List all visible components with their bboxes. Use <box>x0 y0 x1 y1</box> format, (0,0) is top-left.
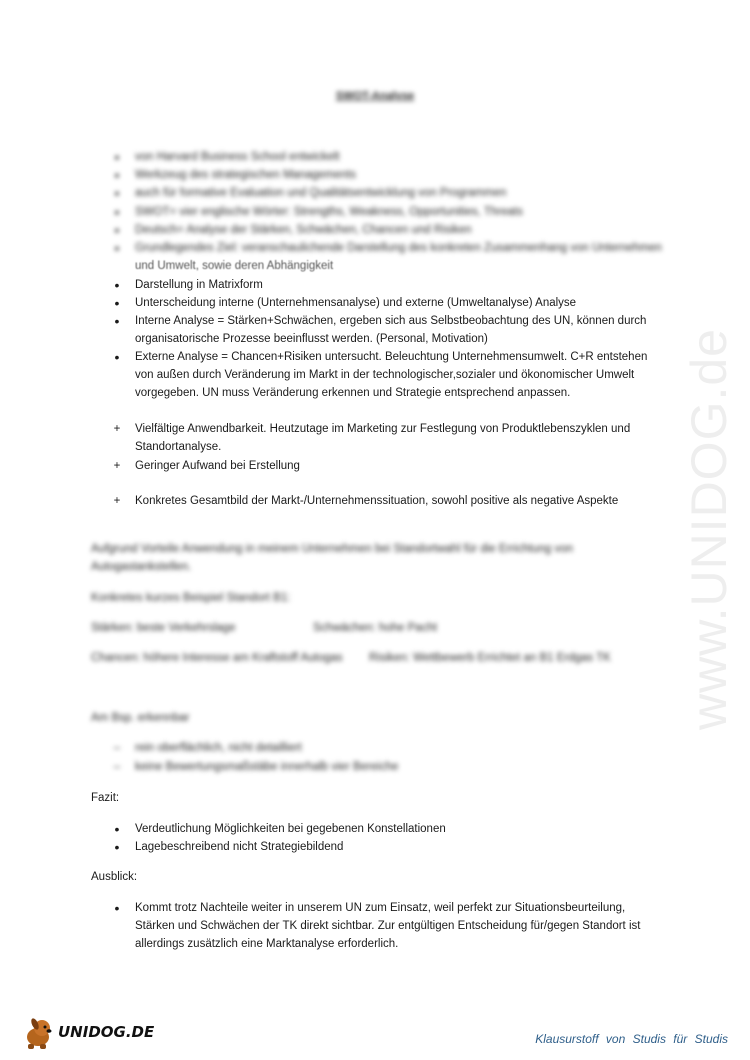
bullet-marker <box>112 348 122 368</box>
bullet-marker <box>112 276 122 296</box>
plus-marker: + <box>113 495 121 507</box>
example-text: Aufgrund Vorteile Anwendung in meinem Unternehmen bei Standortwahl für die Errichtung von <box>91 543 574 555</box>
example-text: Autogastankstellen. <box>91 561 192 573</box>
page-title: SWOT-Analyse <box>335 90 415 102</box>
bullet-marker <box>112 899 122 919</box>
bullet-marker <box>112 294 122 314</box>
list-item-continuation: und Umwelt, sowie deren Abhängigkeit <box>135 260 334 272</box>
bullet-marker <box>112 838 122 858</box>
bullet-marker <box>112 184 122 204</box>
logo-text: UNIDOG.DE <box>58 1023 155 1041</box>
list-item: Werkzeug des strategischen Managements <box>135 169 356 181</box>
list-item: keine Bewertungsmaßstäbe innerhalb vier Bereiche <box>135 761 399 773</box>
list-item: rein oberflächlich, nicht detailliert <box>135 742 302 754</box>
footer-slogan: Klausurstoff von Studis für Studis <box>535 1032 728 1046</box>
list-item: Unterscheidung interne (Unternehmensanalyse) und externe (Umweltanalyse) Analyse <box>135 297 577 309</box>
section-heading: Ausblick: <box>91 871 138 883</box>
list-item: Konkretes Gesamtbild der Markt-/Unternehmenssituation, sowohl positive als negative Aspekte <box>135 495 619 507</box>
list-item: von Harvard Business School entwickelt <box>135 151 340 163</box>
section-heading: Fazit: <box>91 792 120 804</box>
unidog-logo <box>20 1013 160 1053</box>
bullet-marker <box>112 166 122 186</box>
list-item: Grundlegendes Ziel: veranschaulichende Darstellung des konkreten Zusammenhang von Unternehmen <box>135 242 662 254</box>
plus-marker: + <box>113 423 121 435</box>
list-item: Deutsch= Analyse der Stärken, Schwächen, Chancen und Risiken <box>135 224 472 236</box>
swot-weakness: Schwächen: hohe Pacht <box>313 622 438 634</box>
list-item: Geringer Aufwand bei Erstellung <box>135 460 300 472</box>
list-item: Kommt trotz Nachteile weiter in unserem UN zum Einsatz, weil perfekt zur Situationsbeurteilung, Stärken und Schwächen der TK direkt sichtbar. Zur entgültigen Entscheidung für/gegen Standort ist allerdings zusätzlich eine Marktanalyse erforderlich. <box>135 902 641 950</box>
bullet-marker <box>112 820 122 840</box>
dash-marker: – <box>113 761 121 773</box>
bullet-marker <box>112 239 122 259</box>
swot-risk: Risiken: Wettbewerb Errichtet an B1 Erdgas TK <box>369 652 611 664</box>
list-item: Externe Analyse = Chancen+Risiken untersucht. Beleuchtung Unternehmensumwelt. C+R entstehen von außen durch Veränderung im Markt in der technologischer,sozialer und ökonomischer Umwelt vorgegeben. UN muss Veränderung erkennen und Strategie entsprechend anpassen. <box>135 351 648 399</box>
list-item: Verdeutlichung Möglichkeiten bei gegebenen Konstellationen <box>135 823 446 835</box>
list-item: Lagebeschreibend nicht Strategiebildend <box>135 841 344 853</box>
list-item: Vielfältige Anwendbarkeit. Heutzutage im Marketing zur Festlegung von Produktlebenszyklen und Standortanalyse. <box>135 423 631 453</box>
section-heading: Am Bsp. erkennbar <box>91 712 190 724</box>
list-item: Darstellung in Matrixform <box>135 279 263 291</box>
list-item: SWOT= vier englische Wörter: Strengths, Weakness, Opportunities, Threats <box>135 206 523 218</box>
dash-marker: – <box>113 742 121 754</box>
example-text: Konkretes kurzes Beispiel Standort B1: <box>91 592 291 604</box>
bullet-marker <box>112 203 122 223</box>
dog-icon <box>20 1013 60 1053</box>
bullet-marker <box>112 148 122 168</box>
bullet-marker <box>112 312 122 332</box>
list-item: auch für formative Evaluation und Qualitätsentwicklung von Programmen <box>135 187 507 199</box>
swot-strength: Stärken: beste Verkehrslage <box>91 622 236 634</box>
swot-chance: Chancen: höhere Interesse am Kraftstoff Autogas <box>91 652 343 664</box>
plus-marker: + <box>113 460 121 472</box>
list-item: Interne Analyse = Stärken+Schwächen, ergeben sich aus Selbstbeobachtung des UN, können durch organisatorische Prozesse beeinflusst werden. (Personal, Motivation) <box>135 315 647 345</box>
bullet-marker <box>112 221 122 241</box>
watermark: www.UNIDOG.de <box>681 328 737 730</box>
